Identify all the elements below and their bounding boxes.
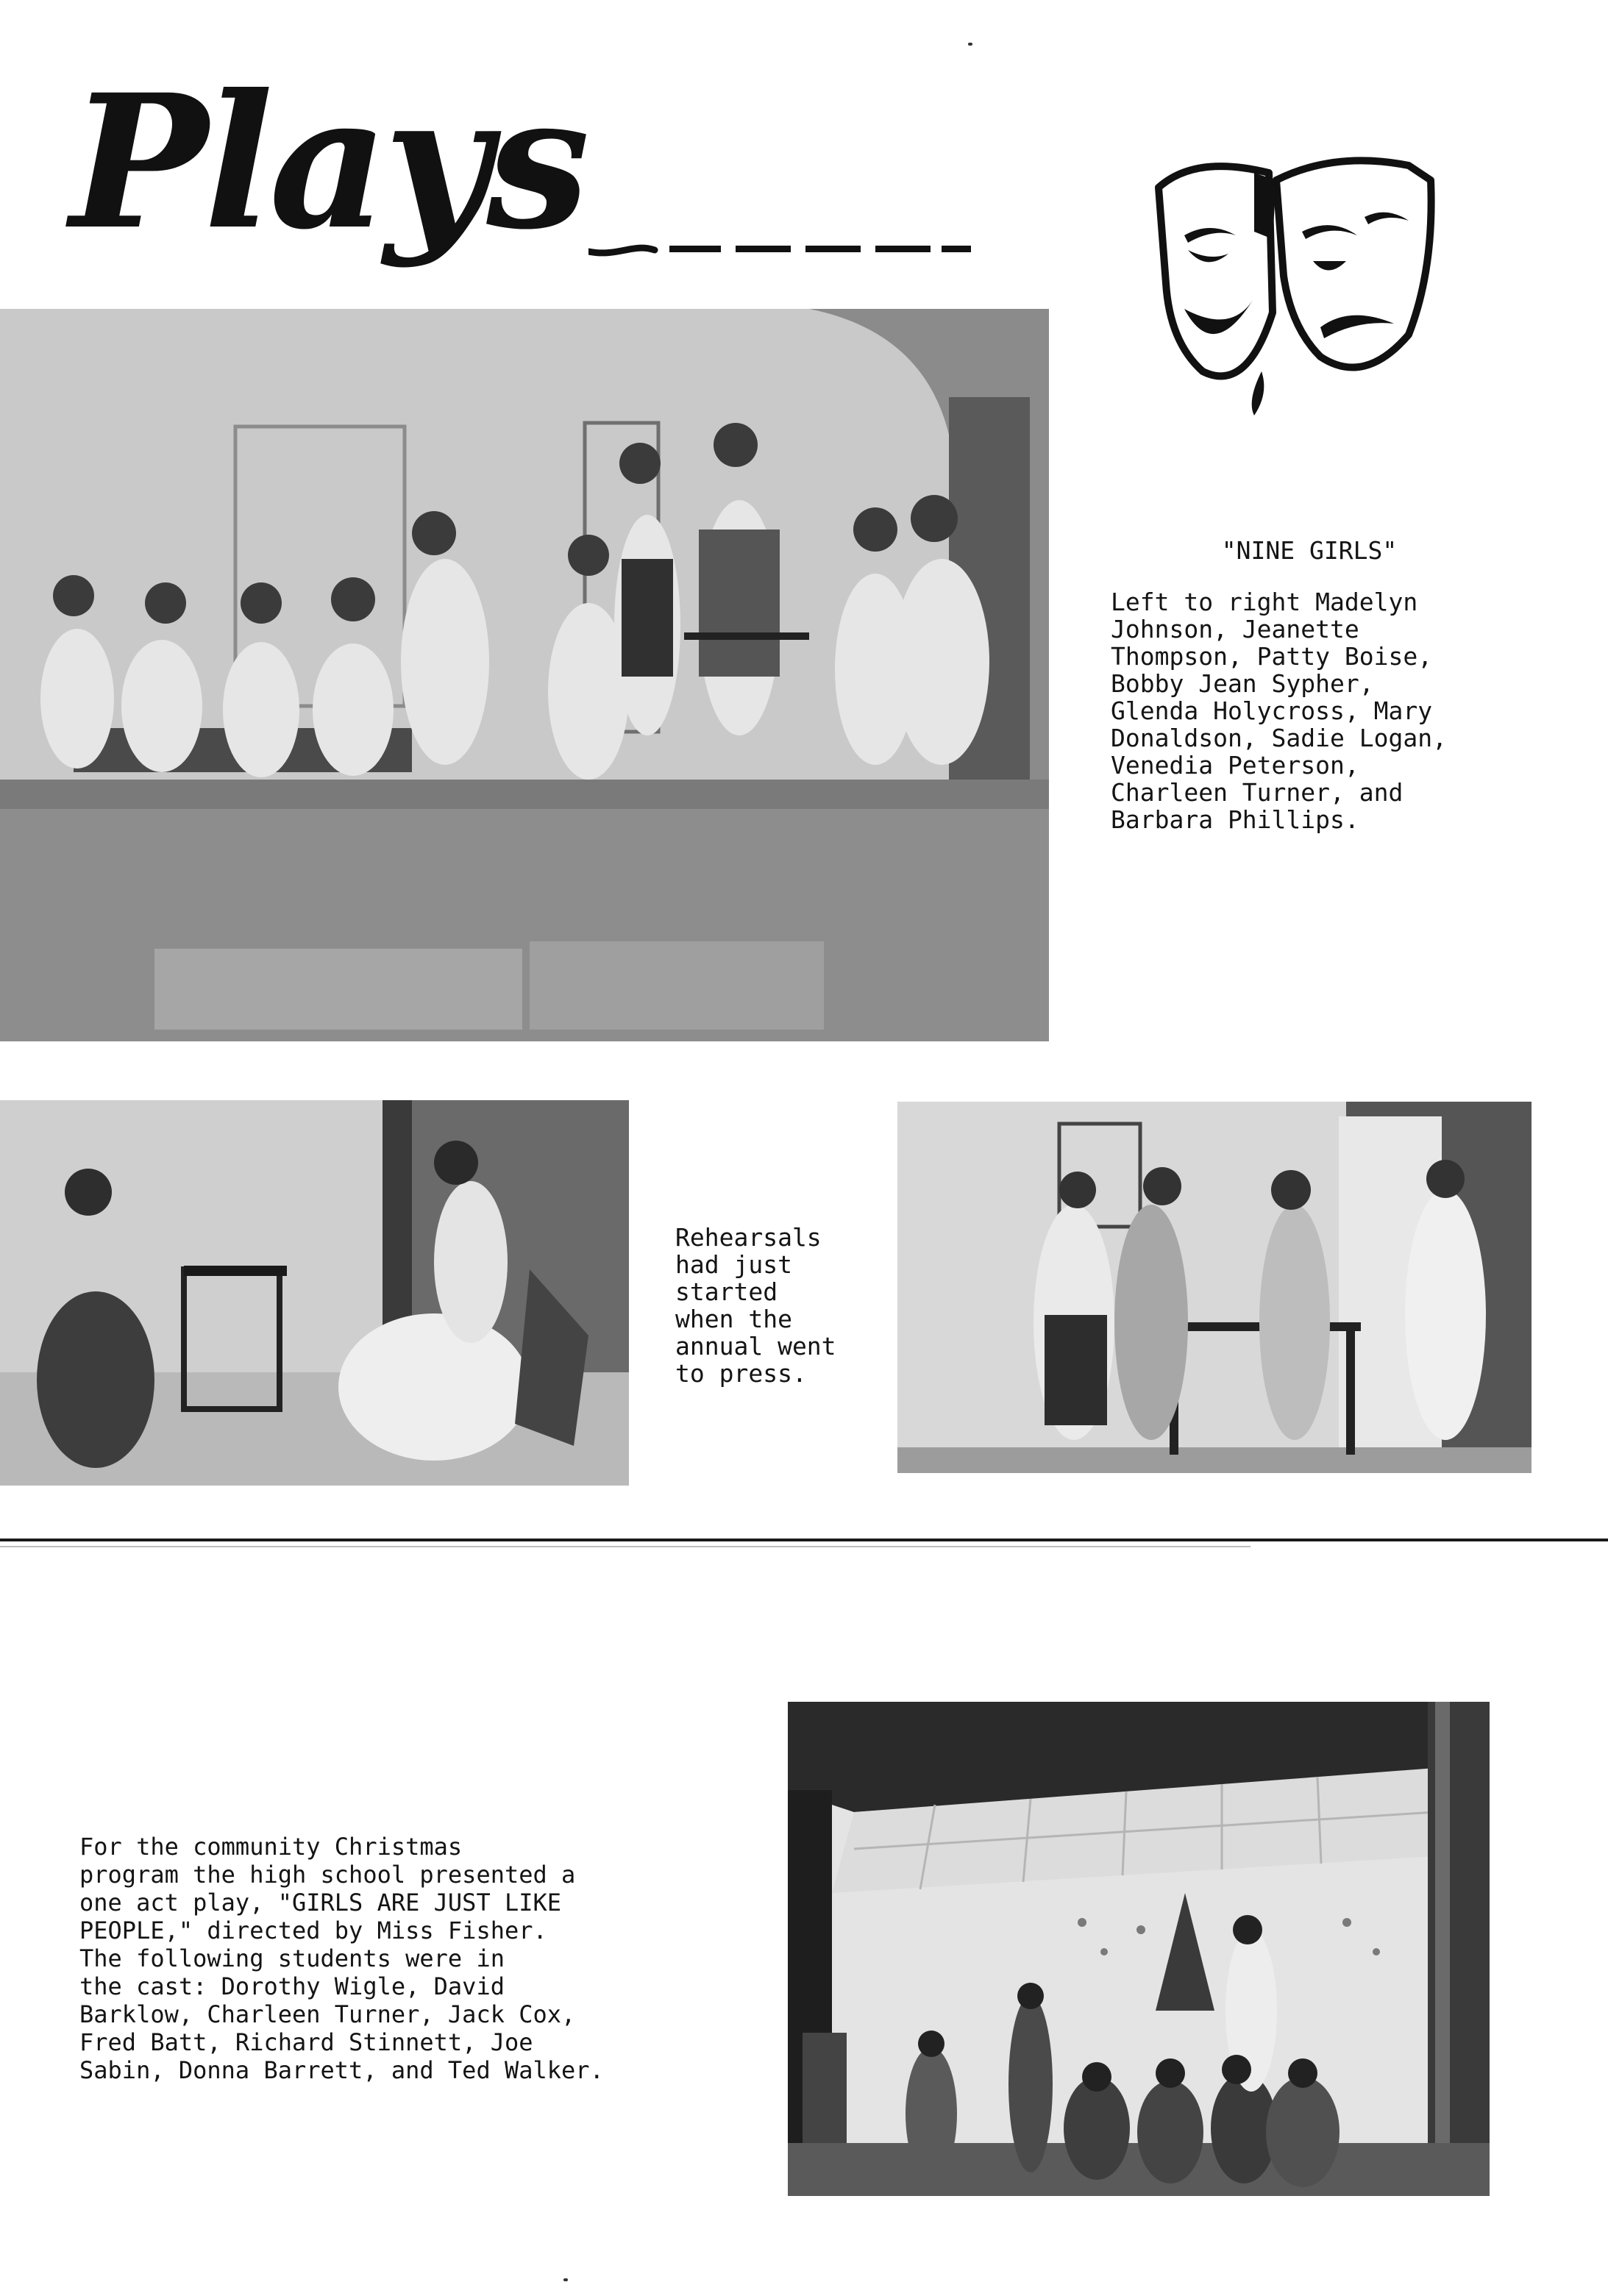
rehearsals-caption: Rehearsals had just started when the annual went to press. bbox=[675, 1223, 836, 1388]
section-divider-shadow bbox=[0, 1546, 1251, 1547]
christmas-play-photo bbox=[788, 1702, 1490, 2196]
nine-girls-heading: "NINE GIRLS" bbox=[1221, 536, 1398, 565]
section-divider bbox=[0, 1539, 1608, 1541]
title-dash-decoration bbox=[588, 235, 971, 265]
scan-speck bbox=[563, 2278, 568, 2281]
scan-speck bbox=[968, 43, 972, 46]
rehearsal-photo-left bbox=[0, 1100, 629, 1486]
nine-girls-stage-photo bbox=[0, 309, 1049, 1041]
comedy-tragedy-masks-icon bbox=[1144, 151, 1453, 430]
nine-girls-cast-caption: Left to right Madelyn Johnson, Jeanette Thompson, Patty Boise, Bobby Jean Sypher, Glenda Holycross, Mary Donaldson, Sadie Logan, Venedia Peterson, Charleen Turner, and Barbara Phillips. bbox=[1111, 588, 1447, 834]
rehearsal-photo-right bbox=[897, 1102, 1531, 1473]
page-title: Plays bbox=[70, 54, 586, 270]
christmas-play-caption: For the community Christmas program the high school presented a one act play, "GIRLS ARE JUST LIKE PEOPLE," directed by Miss Fisher. The following students were in the cast: Dorothy Wigle, David Barklow, Charleen Turner, Jack Cox, Fred Batt, Richard Stinnett, Joe Sabin, Donna Barrett, and Ted Walker. bbox=[79, 1833, 604, 2084]
